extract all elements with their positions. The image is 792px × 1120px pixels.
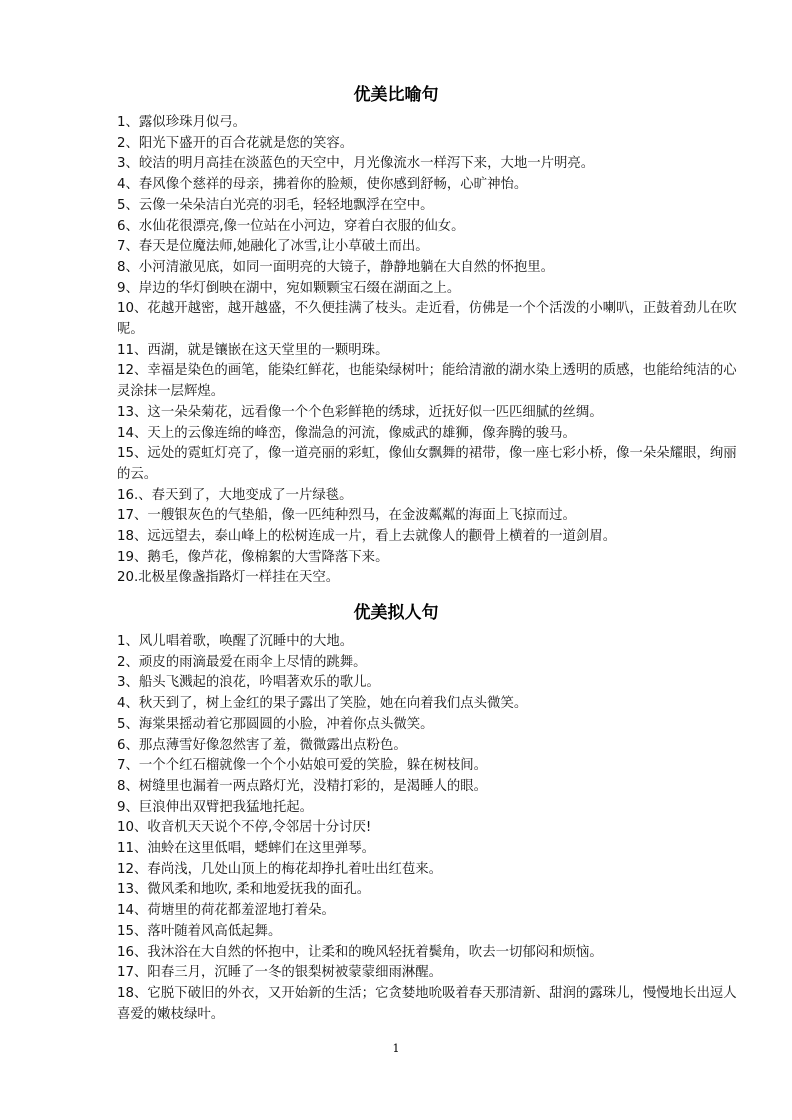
sentence-item: 16.、春天到了，大地变成了一片绿毯。 bbox=[117, 487, 353, 503]
sentence-item: 17、阳春三月，沉睡了一冬的银梨树被蒙蒙细雨淋醒。 bbox=[117, 965, 443, 981]
personification-sentence-list bbox=[117, 632, 737, 1025]
sentence-item: 5、云像一朵朵洁白光亮的羽毛，轻轻地飘浮在空中。 bbox=[117, 197, 434, 213]
sentence-item: 18、远远望去，泰山峰上的松树连成一片，看上去就像人的颧骨上横着的一道剑眉。 bbox=[117, 529, 617, 545]
sentence-item: 11、油蛉在这里低唱，蟋蟀们在这里弹琴。 bbox=[117, 841, 376, 857]
sentence-item: 13、这一朵朵菊花，远看像一个个色彩鲜艳的绣球，近抚好似一匹匹细腻的丝绸。 bbox=[117, 404, 603, 420]
sentence-item: 18、它脱下破旧的外衣，又开始新的生活；它贪婪地吮吸着春天那清新、甜润的露珠儿，慢慢地长出逗人喜爱的嫩枝绿叶。 bbox=[117, 985, 737, 1022]
sentence-item: 15、远处的霓虹灯亮了，像一道亮丽的彩虹，像仙女飘舞的裙带，像一座七彩小桥，像一朵朵耀眼，绚丽的云。 bbox=[117, 446, 737, 482]
sentence-item: 20.北极星像盏指路灯一样挂在天空。 bbox=[117, 570, 340, 586]
sentence-item: 11、西湖，就是镶嵌在这天堂里的一颗明珠。 bbox=[117, 342, 389, 358]
sentence-item: 8、小河清澈见底，如同一面明亮的大镜子，静静地躺在大自然的怀抱里。 bbox=[117, 259, 555, 275]
sentence-item: 7、春天是位魔法师,她融化了冰雪,让小草破土而出。 bbox=[117, 239, 429, 255]
sentence-item: 2、顽皮的雨滴最爱在雨伞上尽情的跳舞。 bbox=[117, 654, 367, 670]
sentence-item: 9、岸边的华灯倒映在湖中，宛如颗颗宝石缀在湖面之上。 bbox=[117, 280, 461, 296]
section-title-metaphor: 优美比喻句 bbox=[353, 85, 439, 105]
sentence-item: 1、露似珍珠月似弓。 bbox=[117, 115, 247, 130]
sentence-item: 16、我沐浴在大自然的怀抱中，让柔和的晚风轻抚着鬓角，吹去一切郁闷和烦恼。 bbox=[117, 944, 603, 960]
sentence-item: 15、落叶随着风高低起舞。 bbox=[117, 923, 282, 939]
sentence-item: 3、皎洁的明月高挂在淡蓝色的天空中，月光像流水一样泻下来，大地一片明亮。 bbox=[117, 156, 595, 172]
sentence-item: 14、荷塘里的荷花都羞涩地打着朵。 bbox=[117, 903, 335, 919]
sentence-item: 9、巨浪伸出双臂把我猛地托起。 bbox=[117, 799, 313, 815]
metaphor-sentence-list bbox=[117, 113, 737, 589]
sentence-item: 7、一个个红石榴就像一个个小姑娘可爱的笑脸，躲在树枝间。 bbox=[117, 758, 488, 774]
sentence-item: 8、树缝里也漏着一两点路灯光，没精打彩的，是渴睡人的眼。 bbox=[117, 778, 488, 794]
sentence-item: 17、一艘银灰色的气垫船，像一匹纯种烈马，在金波粼粼的海面上飞掠而过。 bbox=[117, 508, 576, 524]
section-title-personification: 优美拟人句 bbox=[353, 603, 439, 623]
page-number: 1 bbox=[392, 1042, 400, 1055]
sentence-item: 6、水仙花很漂亮,像一位站在小河边，穿着白衣服的仙女。 bbox=[117, 218, 465, 234]
sentence-item: 12、春尚浅，几处山顶上的梅花却挣扎着吐出红苞来。 bbox=[117, 861, 443, 877]
sentence-item: 4、春风像个慈祥的母亲，拂着你的脸颊，使你感到舒畅，心旷神怡。 bbox=[117, 177, 528, 193]
sentence-item: 10、收音机天天说个不停,令邻居十分讨厌! bbox=[117, 820, 372, 836]
sentence-item: 1、风儿唱着歌，唤醒了沉睡中的大地。 bbox=[117, 634, 354, 649]
sentence-item: 12、幸福是染色的画笔，能染红鲜花，也能染绿树叶；能给清澈的湖水染上透明的质感，也能给纯洁的心灵涂抹一层辉煌。 bbox=[117, 363, 737, 400]
sentence-item: 19、鹅毛，像芦花，像棉絮的大雪降落下来。 bbox=[117, 549, 389, 565]
sentence-item: 10、花越开越密，越开越盛，不久便挂满了枝头。走近看，仿佛是一个个活泼的小喇叭，正鼓着劲儿在吹呢。 bbox=[117, 301, 737, 338]
sentence-item: 13、微风柔和地吹, 柔和地爱抚我的面孔。 bbox=[117, 882, 371, 898]
sentence-item: 3、船头飞溅起的浪花，吟唱著欢乐的歌儿。 bbox=[117, 675, 380, 691]
sentence-item: 14、天上的云像连绵的峰峦，像湍急的河流，像威武的雄狮，像奔腾的骏马。 bbox=[117, 425, 576, 441]
sentence-item: 2、阳光下盛开的百合花就是您的笑容。 bbox=[117, 135, 354, 151]
sentence-item: 6、那点薄雪好像忽然害了羞，微微露出点粉色。 bbox=[117, 737, 407, 753]
sentence-item: 4、秋天到了，树上金红的果子露出了笑脸，她在向着我们点头微笑。 bbox=[117, 696, 528, 712]
sentence-item: 5、海棠果摇动着它那圆圆的小脸，冲着你点头微笑。 bbox=[117, 716, 434, 732]
